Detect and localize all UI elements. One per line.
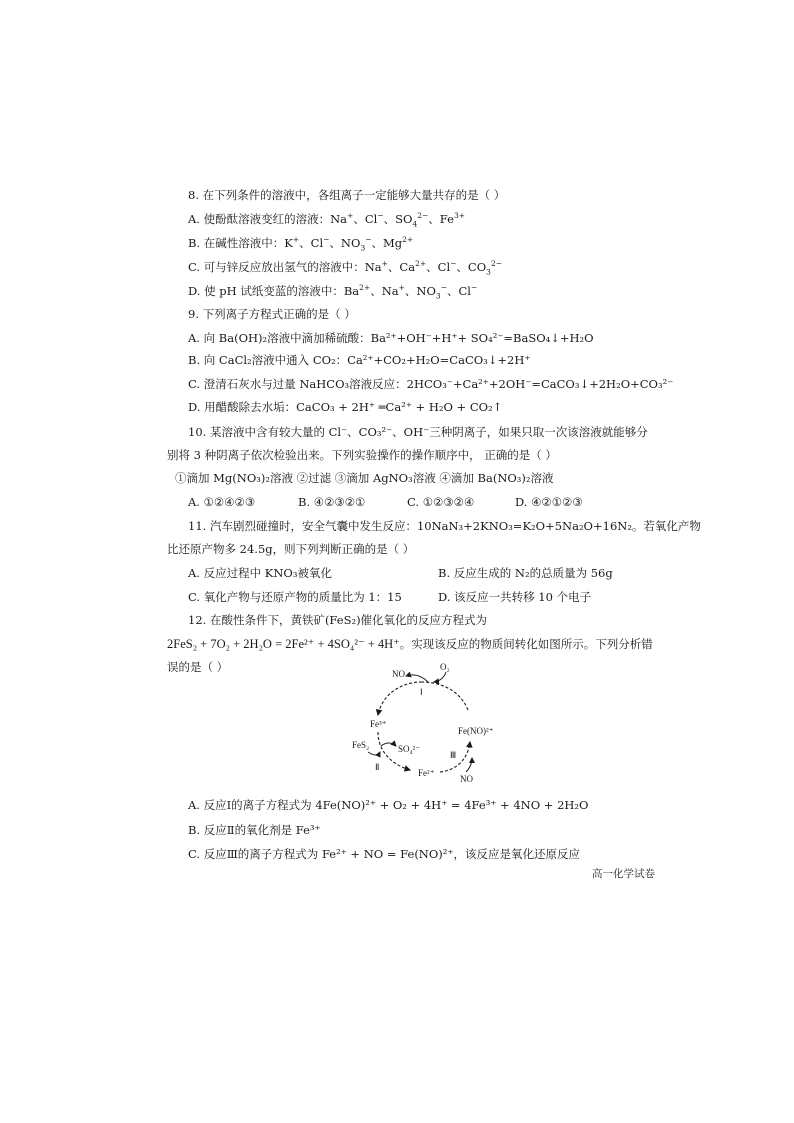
q8-option-b: B. 在碱性溶液中：K+、Cl−、$NO_3^-$、$Mg^{2+}$ bbox=[188, 235, 414, 253]
q8-d-text: D. 使 pH 试纸变蓝的溶液中：Ba bbox=[188, 284, 360, 298]
so4-out-arrow bbox=[381, 743, 396, 746]
no-out-arrow bbox=[406, 675, 428, 682]
q12-stem-line1: 12. 在酸性条件下，黄铁矿(FeS₂)催化氧化的反应方程式为 bbox=[188, 613, 488, 627]
q8-stem: 8. 在下列条件的溶液中，各组离子一定能够大量共存的是（ ） bbox=[188, 188, 506, 202]
footer-label: 高一化学试卷 bbox=[592, 868, 655, 880]
q11-option-a: A. 反应过程中 KNO₃被氧化 bbox=[188, 566, 332, 580]
arc-reaction-1 bbox=[422, 682, 468, 710]
label-reaction-i: Ⅰ bbox=[420, 687, 423, 697]
q12-stem-line3: 误的是（ ） bbox=[167, 660, 229, 674]
q8-option-d: D. 使 pH 试纸变蓝的溶液中：$Ba^{2+}$、Na+、$NO_3^-$、Cl− bbox=[188, 283, 478, 301]
q8-c-cl: 、Cl bbox=[426, 260, 451, 274]
q8-b-cl: 、Cl bbox=[299, 236, 324, 250]
q8-d-cl: 、Cl bbox=[447, 284, 471, 298]
q12-option-b: B. 反应Ⅱ的氧化剂是 Fe³⁺ bbox=[188, 823, 321, 837]
conversion-cycle-diagram bbox=[340, 660, 510, 785]
q8-a-fe: 、Fe bbox=[428, 212, 454, 226]
q9-option-d: D. 用醋酸除去水垢：CaCO₃ + 2H⁺ ═Ca²⁺ + H₂O + CO₂↑ bbox=[188, 400, 503, 414]
q8-b-text: B. 在碱性溶液中：K bbox=[188, 236, 293, 250]
q9-stem: 9. 下列离子方程式正确的是（ ） bbox=[188, 307, 356, 321]
q12-option-a: A. 反应Ⅰ的离子方程式为 4Fe(NO)²⁺ + O₂ + 4H⁺ = 4Fe³⁺ + 4NO + 2H₂O bbox=[188, 798, 589, 812]
q9-option-c: C. 澄清石灰水与过量 NaHCO₃溶液反应：2HCO₃⁻+Ca²⁺+2OH⁻=CaCO₃↓+2H₂O+CO₃²⁻ bbox=[188, 377, 674, 391]
fes2-in-arrow bbox=[368, 752, 380, 755]
q8-d-no3: 、NO bbox=[404, 284, 436, 298]
q10-stem-line2: 别将 3 种阴离子依次检验出来。下列实验操作的操作顺序中， 正确的是（ ） bbox=[167, 448, 557, 462]
q11-stem-line2: 比还原产物多 24.5g，则下列判断正确的是（ ） bbox=[167, 542, 415, 556]
q8-a-cl: 、Cl bbox=[353, 212, 378, 226]
q8-b-no3: 、NO bbox=[329, 236, 361, 250]
q10-option-b: B. ④②③②① bbox=[298, 495, 366, 509]
q9-option-b: B. 向 CaCl₂溶液中通入 CO₂：Ca²⁺+CO₂+H₂O=CaCO₃↓+2H⁺ bbox=[188, 353, 531, 367]
q12-option-c: C. 反应Ⅲ的离子方程式为 Fe²⁺ + NO = Fe(NO)²⁺，该反应是氧化还原反应 bbox=[188, 847, 580, 861]
q12-stem-tail: 。实现该反应的物质间转化如图所示。下列分析错 bbox=[399, 637, 653, 651]
q8-a-so4: 、SO bbox=[383, 212, 413, 226]
no-in-arrow bbox=[466, 758, 472, 772]
q10-stem-line1: 10. 某溶液中含有较大量的 Cl⁻、CO₃²⁻、OH⁻三种阴离子，如果只取一次该溶液就能够分 bbox=[188, 425, 648, 439]
label-fes2: FeS₂ bbox=[352, 740, 370, 750]
q11-option-c: C. 氧化产物与还原产物的质量比为 1：15 bbox=[188, 590, 402, 604]
q10-operations: ①滴加 Mg(NO₃)₂溶液 ②过滤 ③滴加 AgNO₃溶液 ④滴加 Ba(NO₃)₂溶液 bbox=[175, 471, 554, 485]
label-reaction-ii: Ⅱ bbox=[375, 762, 380, 772]
q10-option-d: D. ④②①②③ bbox=[515, 495, 583, 509]
q10-option-a: A. ①②④②③ bbox=[188, 495, 256, 509]
q8-c-ca: 、Ca bbox=[387, 260, 416, 274]
label-so4: SO₄²⁻ bbox=[398, 744, 421, 754]
label-fe-no: Fe(NO)²⁺ bbox=[458, 726, 494, 736]
q10-option-c: C. ①②③②④ bbox=[407, 495, 475, 509]
label-no-bottom: NO bbox=[460, 774, 473, 784]
q8-d-na: 、Na bbox=[370, 284, 399, 298]
o2-in-arrow bbox=[434, 672, 446, 682]
label-fe3: Fe³⁺ bbox=[370, 719, 387, 729]
label-reaction-iii: Ⅲ bbox=[450, 750, 457, 760]
q9-option-a: A. 向 Ba(OH)₂溶液中滴加稀硫酸：Ba²⁺+OH⁻+H⁺+ SO₄²⁻=BaSO₄↓+H₂O bbox=[188, 331, 594, 345]
q8-option-c: C. 可与锌反应放出氢气的溶液中：Na+、$Ca^{2+}$、Cl−、$CO_3^{2-}$ bbox=[188, 259, 502, 277]
q12-stem-line2 bbox=[167, 636, 653, 652]
q12-equation: 2FeS₂ + 7O₂ + 2H₂O = 2Fe²⁺ + 4SO₄²⁻ + 4H⁺ bbox=[167, 637, 400, 651]
q8-c-co3: 、CO bbox=[456, 260, 487, 274]
q11-option-d: D. 该反应一共转移 10 个电子 bbox=[438, 590, 592, 604]
q8-a-text: A. 使酚酞溶液变红的溶液：Na bbox=[188, 212, 348, 226]
q8-b-mg: 、Mg bbox=[371, 236, 403, 250]
q11-option-b: B. 反应生成的 N₂的总质量为 56g bbox=[438, 566, 613, 580]
q8-c-text: C. 可与锌反应放出氢气的溶液中：Na bbox=[188, 260, 382, 274]
label-o2: O₂ bbox=[440, 662, 450, 672]
label-fe2: Fe²⁺ bbox=[418, 768, 435, 778]
arc-to-fe3 bbox=[378, 682, 422, 715]
label-no-top: NO bbox=[392, 669, 405, 679]
q8-option-a: A. 使酚酞溶液变红的溶液：Na+、Cl−、$SO_4^{2-}$、$Fe^{3+}$ bbox=[188, 211, 465, 229]
q11-stem-line1: 11. 汽车剧烈碰撞时，安全气囊中发生反应：10NaN₃+2KNO₃=K₂O+5Na₂O+16N₂。若氧化产物 bbox=[188, 519, 701, 533]
